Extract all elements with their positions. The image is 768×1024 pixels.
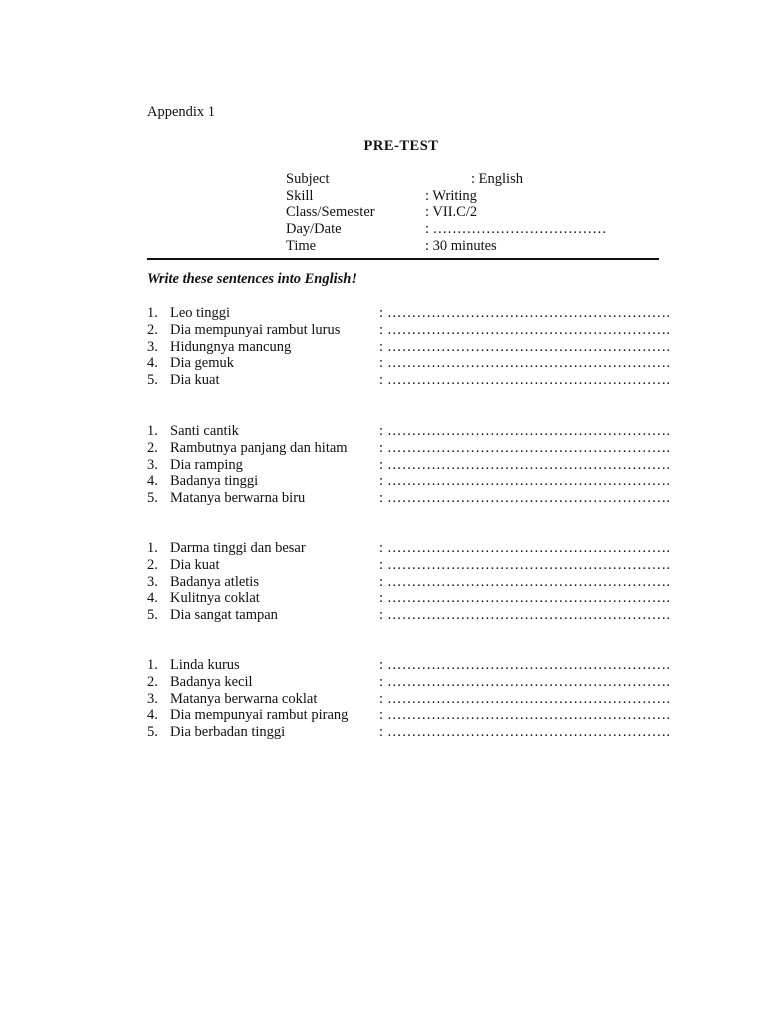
answer-blank: : …………………………………………………. [379,473,671,489]
answer-blank: : …………………………………………………. [379,355,671,371]
item-number: 4. [147,355,158,371]
answer-blank: : …………………………………………………. [379,490,671,506]
info-value-time: : 30 minutes [425,238,497,254]
info-label-skill: Skill [286,188,314,204]
item-number: 4. [147,473,158,489]
item-sentence: Dia ramping [170,457,243,473]
appendix-label: Appendix 1 [147,104,216,120]
item-sentence: Dia sangat tampan [170,607,278,623]
item-number: 2. [147,440,158,456]
answer-blank: : …………………………………………………. [379,322,671,338]
info-label-subject: Subject [286,171,330,187]
item-number: 5. [147,724,158,740]
answer-blank: : …………………………………………………. [379,423,671,439]
info-value-subject: : English [471,171,523,187]
answer-blank: : …………………………………………………. [379,440,671,456]
item-sentence: Rambutnya panjang dan hitam [170,440,348,456]
info-label-time: Time [286,238,317,254]
item-number: 2. [147,322,158,338]
item-sentence: Kulitnya coklat [170,590,260,606]
item-sentence: Badanya atletis [170,574,259,590]
info-value-class-semester: : VII.C/2 [425,204,478,220]
item-sentence: Dia mempunyai rambut lurus [170,322,341,338]
item-number: 2. [147,674,158,690]
item-sentence: Linda kurus [170,657,240,673]
item-sentence: Leo tinggi [170,305,231,321]
item-number: 4. [147,707,158,723]
item-number: 3. [147,691,158,707]
answer-blank: : …………………………………………………. [379,607,671,623]
answer-blank: : …………………………………………………. [379,574,671,590]
item-number: 1. [147,305,158,321]
answer-blank: : …………………………………………………. [379,339,671,355]
answer-blank: : …………………………………………………. [379,707,671,723]
info-value-skill: : Writing [425,188,477,204]
item-sentence: Dia kuat [170,372,220,388]
answer-blank: : …………………………………………………. [379,657,671,673]
info-label-class-semester: Class/Semester [286,204,375,220]
answer-blank: : …………………………………………………. [379,724,671,740]
answer-blank: : …………………………………………………. [379,590,671,606]
item-number: 1. [147,657,158,673]
answer-blank: : …………………………………………………. [379,305,671,321]
answer-blank: : …………………………………………………. [379,674,671,690]
answer-blank: : …………………………………………………. [379,540,671,556]
item-number: 3. [147,574,158,590]
item-sentence: Darma tinggi dan besar [170,540,306,556]
answer-blank: : …………………………………………………. [379,372,671,388]
item-sentence: Dia gemuk [170,355,235,371]
item-sentence: Matanya berwarna coklat [170,691,318,707]
item-number: 1. [147,423,158,439]
answer-blank: : …………………………………………………. [379,691,671,707]
header-divider [147,258,659,260]
page-title: PRE-TEST [363,138,439,154]
item-number: 1. [147,540,158,556]
item-sentence: Dia mempunyai rambut pirang [170,707,349,723]
item-number: 2. [147,557,158,573]
item-number: 5. [147,372,158,388]
item-number: 4. [147,590,158,606]
info-value-day-date: : ……………………………… [425,221,607,237]
item-number: 3. [147,457,158,473]
item-sentence: Hidungnya mancung [170,339,292,355]
item-number: 5. [147,490,158,506]
answer-blank: : …………………………………………………. [379,457,671,473]
item-sentence: Badanya tinggi [170,473,259,489]
item-sentence: Dia berbadan tinggi [170,724,286,740]
item-sentence: Badanya kecil [170,674,253,690]
answer-blank: : …………………………………………………. [379,557,671,573]
item-number: 3. [147,339,158,355]
item-sentence: Matanya berwarna biru [170,490,306,506]
instruction: Write these sentences into English! [147,271,358,287]
info-label-day-date: Day/Date [286,221,342,237]
item-number: 5. [147,607,158,623]
item-sentence: Dia kuat [170,557,220,573]
item-sentence: Santi cantik [170,423,239,439]
